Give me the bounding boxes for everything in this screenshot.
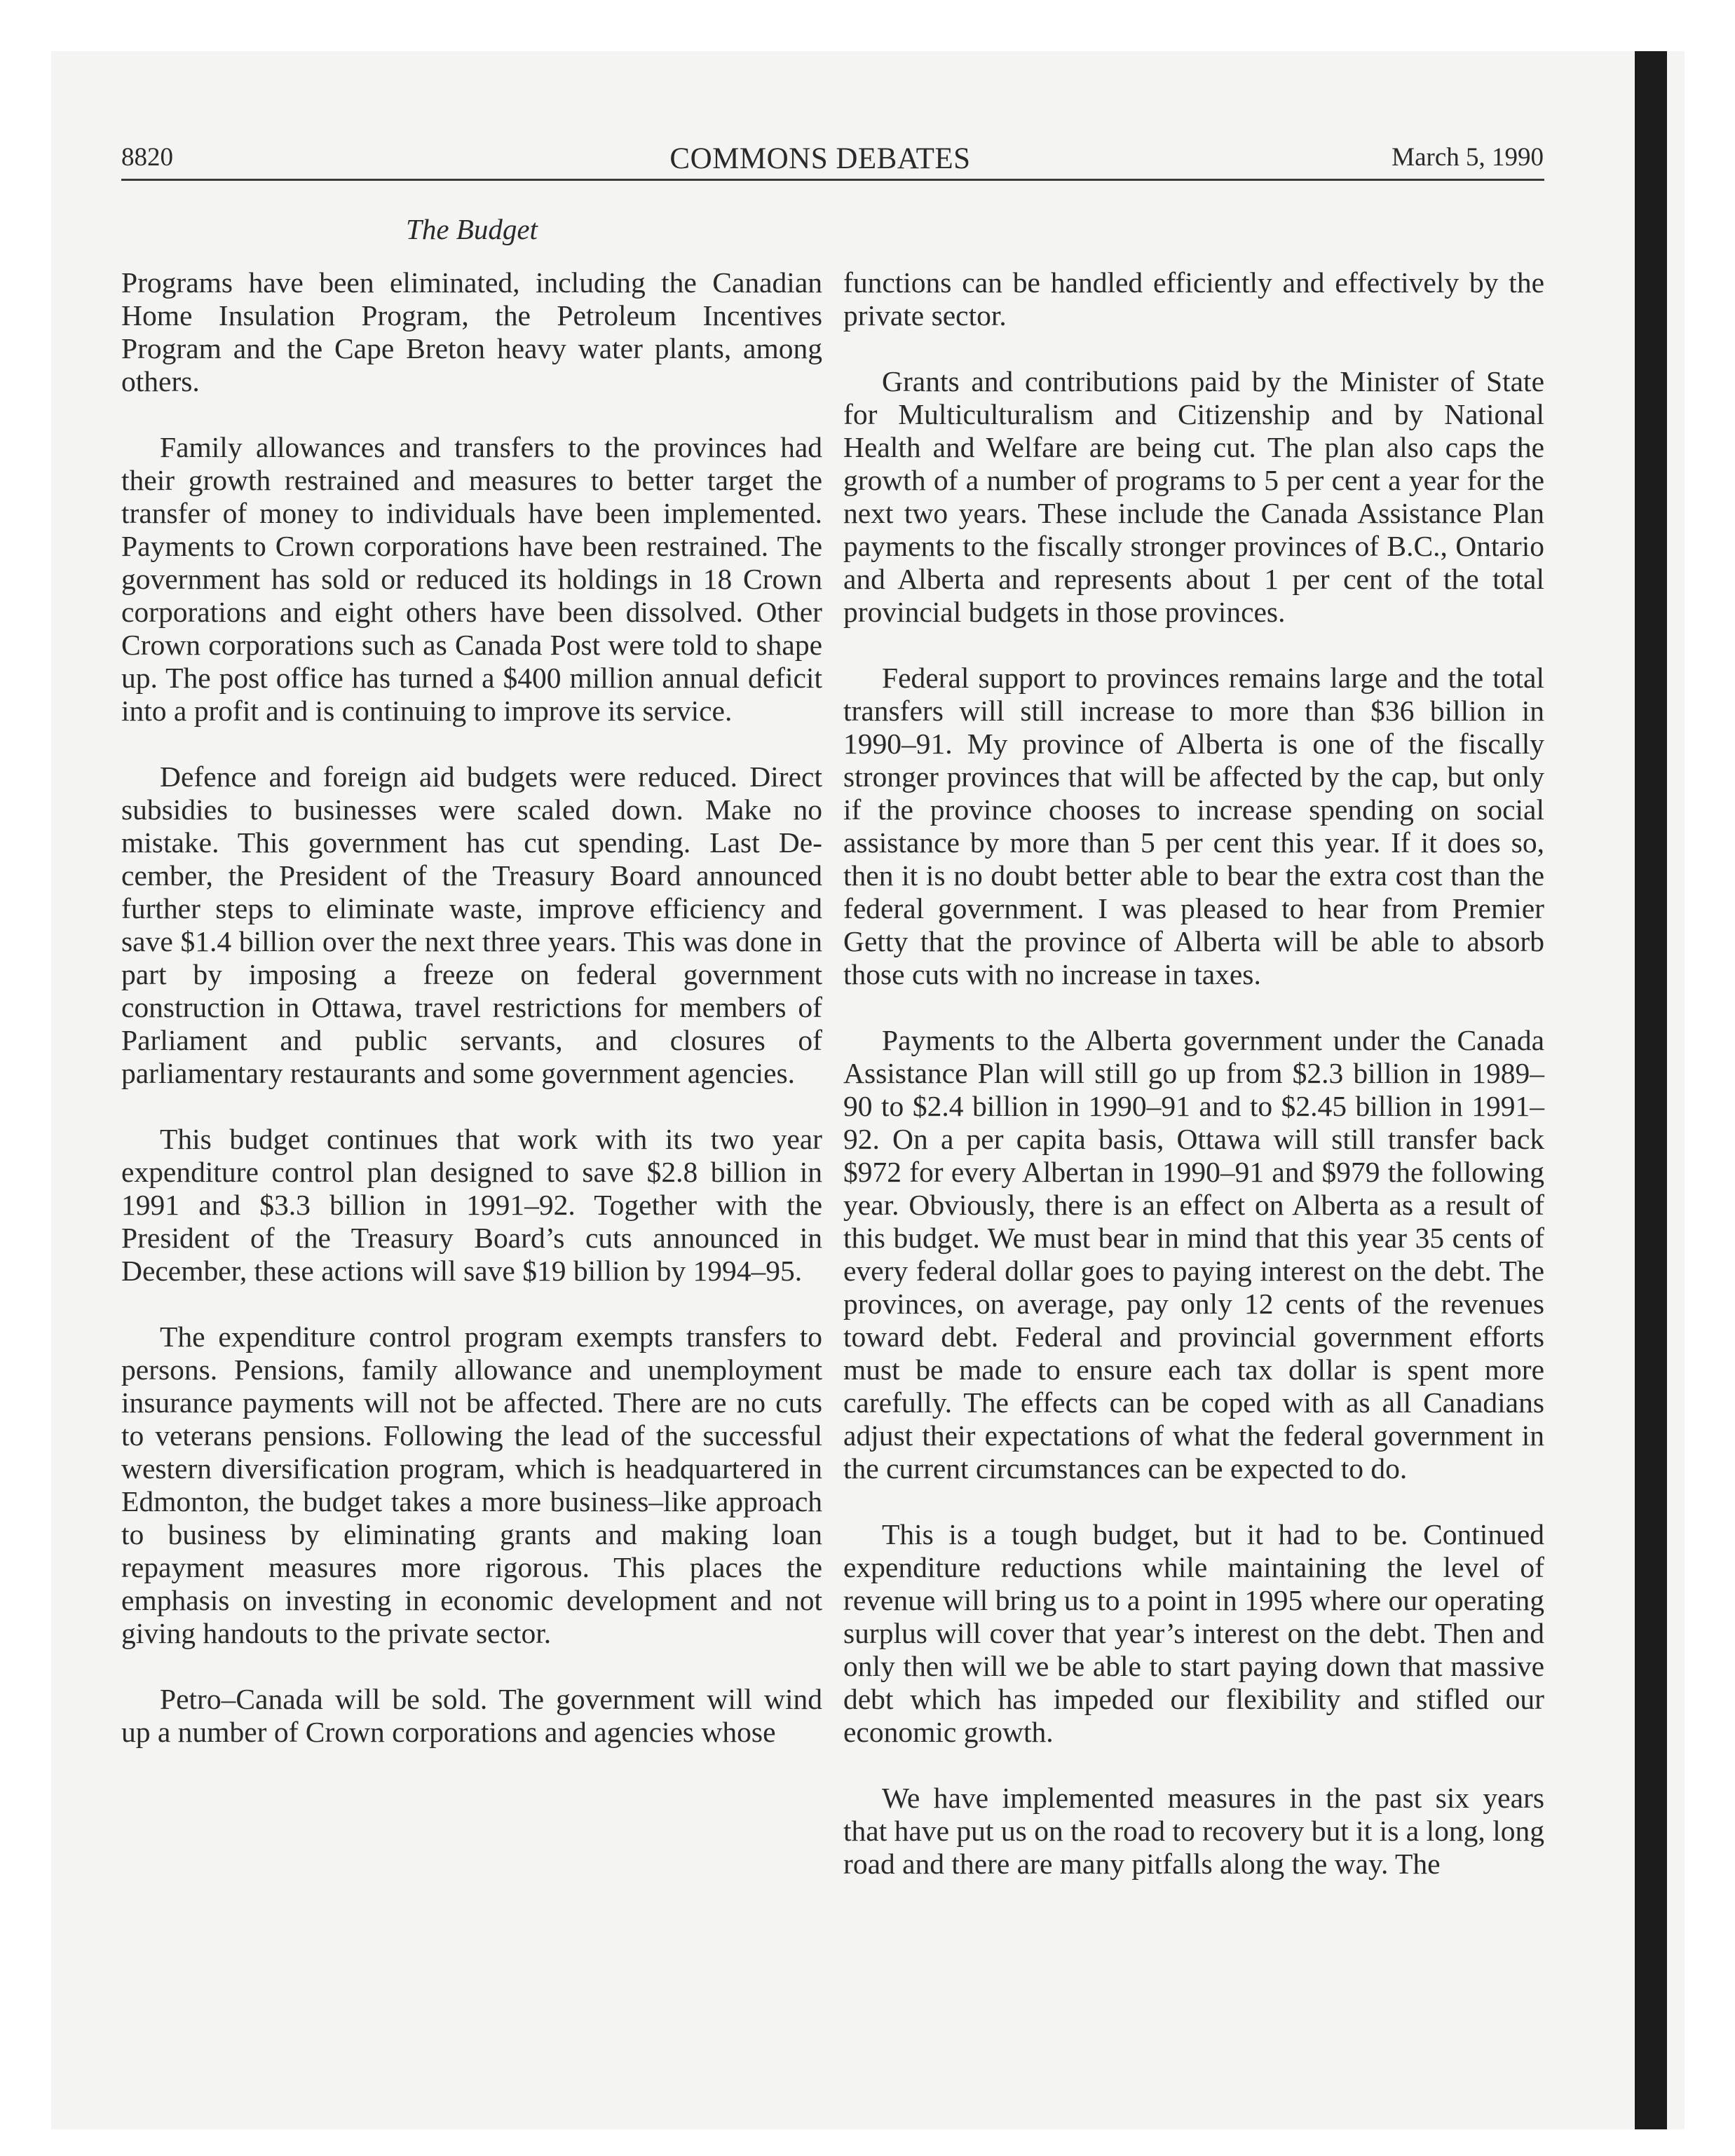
left-column: [121, 266, 822, 1749]
paragraph: Petro–Canada will be sold. The government will wind up a number of Crown corporations and agencies whose: [121, 1683, 822, 1748]
scan-edge-shadow: [1635, 51, 1667, 2129]
paragraph: The expenditure control program exempts transfers to persons. Pensions, family allowance and unemployment insurance payments will not be affected. There are no cuts to veterans pensions. Following the lead of the successful western diversification program, which is headquartered in Edmonton, the budget takes a more business–like approach to business by eliminating grants and making loan repayment measures more rigorous. This places the emphasis on investing in economic development and not giving handouts to the private sector.: [121, 1321, 822, 1649]
paragraph: Family allowances and transfers to the provinces had their growth restrained and measures to better target the transfer of money to individuals have been implemented. Payments to Crown corporations have been restrained. The government has sold or reduced its holdings in 18 Crown corporations and eight others have been dissolved. Other Crown corporations such as Canada Post were told to shape up. The post office has turned a $400 million annual deficit into a profit and is continuing to improve its service.: [121, 431, 822, 727]
paragraph: We have implemented measures in the past six years that have put us on the road to recovery but it is a long, long road and there are many pitfalls along the way. The: [843, 1782, 1544, 1880]
paragraph: Programs have been eliminated, including the Canadian Home Insulation Program, the Petroleum Incentives Program and the Cape Breton heavy water plants, among others.: [121, 266, 822, 397]
page-number: 8820: [121, 143, 173, 172]
paragraph: functions can be handled efficiently and effectively by the private sector.: [843, 266, 1544, 332]
paragraph: This is a tough budget, but it had to be. Continued expenditure reductions while maintaining the level of revenue will bring us to a point in 1995 where our operating surplus will cover that year’s interest on the debt. Then and only then will we be able to start paying down that massive debt which has impeded our flexibility and stifled our economic growth.: [843, 1518, 1544, 1748]
paragraph: Defence and foreign aid budgets were reduced. Direct subsidies to businesses were scaled down. Make no mistake. This government has cut spending. Last December, the President of the Treasury Board announced further steps to eliminate waste, improve efficiency and save $1.4 billion over the next three years. This was done in part by imposing a freeze on federal government construction in Ottawa, travel restrictions for members of Parliament and public servants, and closures of parliamentary restaurants and some government agencies.: [121, 760, 822, 1089]
publication-title: COMMONS DEBATES: [669, 142, 971, 175]
section-title: The Budget: [406, 213, 538, 245]
header-rule: [121, 179, 1544, 181]
paragraph: This budget continues that work with its two year expenditure control plan designed to save $2.8 billion in 1991 and $3.3 billion in 1991–92. Together with the President of the Treasury Board’s cuts announced in December, these actions will save $19 billion by 1994–95.: [121, 1123, 822, 1287]
right-column: [843, 266, 1544, 1881]
paragraph: Federal support to provinces remains large and the total transfers will still increase to more than $36 billion in 1990–91. My province of Alberta is one of the fiscally stronger provinces that will be affected by the cap, but only if the province chooses to increase spending on social assistance by more than 5 per cent this year. If it does so, then it is no doubt better able to bear the extra cost than the federal government. I was pleased to hear from Premier Getty that the province of Alberta will be able to absorb those cuts with no increase in taxes.: [843, 662, 1544, 990]
paragraph: Payments to the Alberta government under the Canada Assistance Plan will still go up from $2.3 billion in 1989–90 to $2.4 billion in 1990–91 and to $2.45 billion in 1991–92. On a per capita basis, Ottawa will still transfer back $972 for every Albertan in 1990–91 and $979 the following year. Obviously, there is an effect on Alberta as a result of this budget. We must bear in mind that this year 35 cents of every federal dollar goes to paying interest on the debt. The provinces, on average, pay only 12 cents of the revenues toward debt. Federal and provincial government efforts must be made to ensure each tax dollar is spent more carefully. The effects can be coped with as all Canadians adjust their expectations of what the federal government in the current circumstances can be expected to do.: [843, 1024, 1544, 1485]
paragraph: Grants and contributions paid by the Minister of State for Multiculturalism and Citizenship and by National Health and Welfare are being cut. The plan also caps the growth of a number of programs to 5 per cent a year for the next two years. These include the Canada Assistance Plan payments to the fiscally stronger provinces of B.C., Ontario and Alberta and represents about 1 per cent of the total provincial budgets in those provinces.: [843, 365, 1544, 628]
page-date: March 5, 1990: [1392, 143, 1544, 172]
